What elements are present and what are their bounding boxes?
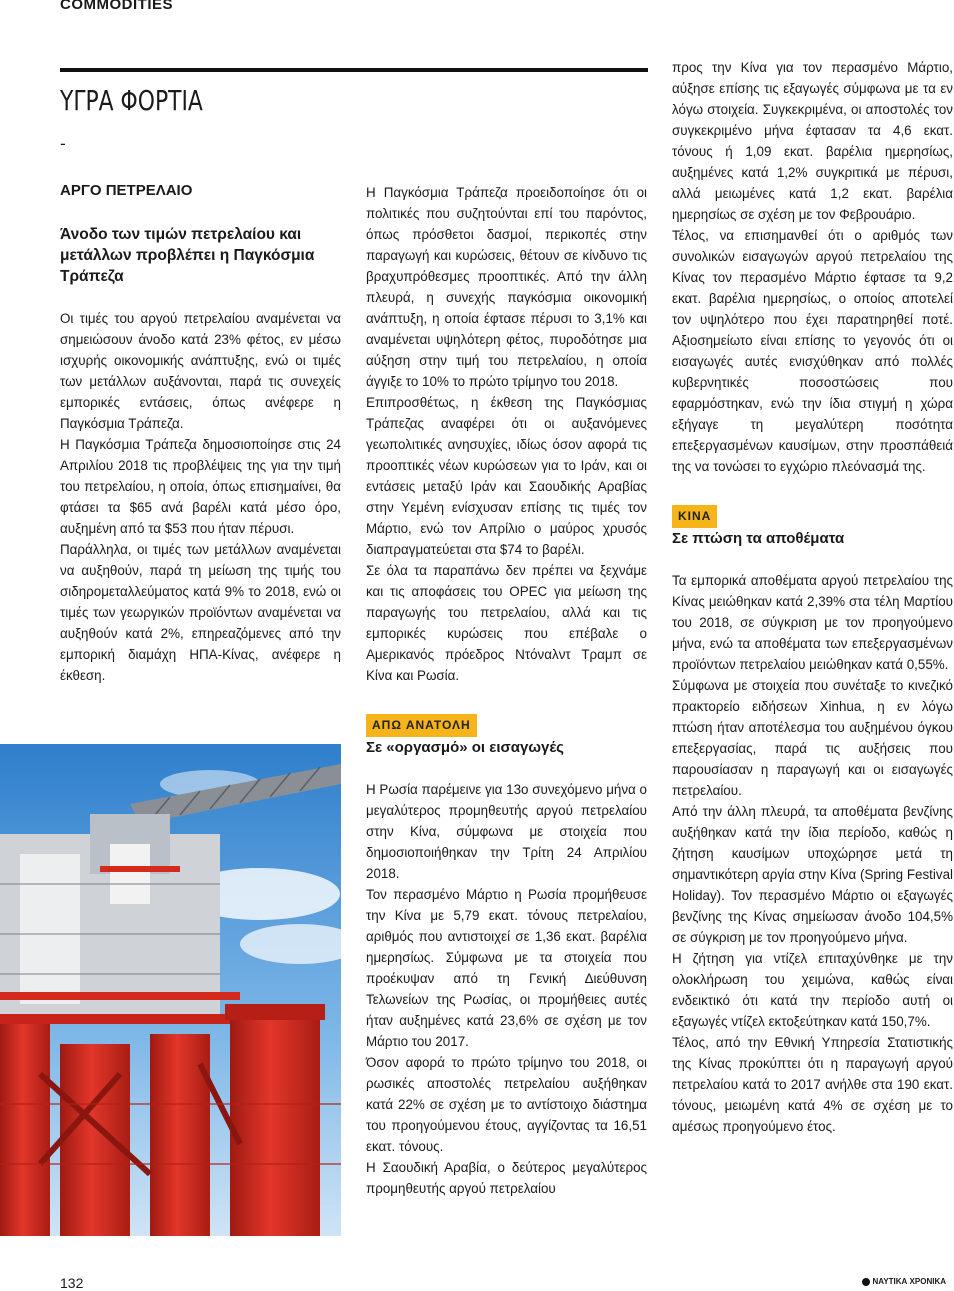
paragraph: Οι τιμές του αργού πετρελαίου αναμένεται να σημειώσουν άνοδο κατά 23% φέτος, εν μέσω ισχυρής οικονομικής ανάπτυξης, ενώ οι τιμές των μετάλλων αυξάνονται, παρά τις συνεχείς εμπορικές εντάσεις, όπως ανέφερε η Παγκόσμια Τράπεζα. [60,311,341,431]
paragraph: προς την Κίνα για τον περασμένο Μάρτιο, αύξησε επίσης τις εξαγωγές σύμφωνα με τα εν λόγω στοιχεία. Συγκεκριμένα, οι αποστολές τον συγκεκριμένο μήνα έφτασαν τα 4,6 εκατ. τόνους ή 1,09 εκατ. βαρέλια ημερησίως, αυξημένες κατά 1,2% συγκριτικά με πέρυσι, αλλά μειωμένες κατά 1,2 εκατ. βαρέλια ημερησίως σε σχέση με τον Φεβρουάριο. [672,60,953,222]
paragraph: Τα εμπορικά αποθέματα αργού πετρελαίου της Κίνας μειώθηκαν κατά 2,39% στα τέλη Μαρτίου του 2018, σε σύγκριση με τον προηγούμενο μήνα, ενώ τα αποθέματα των επεξεργασμένων προϊόντων πετρελαίου μειώθηκαν κατά 0,55%. [672,573,953,672]
region-tag: ΚΙΝΑ [672,505,717,528]
subsection-heading: ΑΡΓΟ ΠΕΤΡΕΛΑΙΟ [60,182,193,199]
paragraph: Η ζήτηση για ντίζελ επιταχύνθηκε με την ολοκλήρωση του χειμώνα, καθώς είναι ενδεικτικό ότι κατά την περίοδο αυτή οι εξαγωγές ντίζελ εκτοξεύτηκαν κατά 150,7%. [672,951,953,1029]
paragraph: Τον περασμένο Μάρτιο η Ρωσία προμήθευσε την Κίνα με 5,79 εκατ. τόνους πετρελαίου, αριθμός που αντιστοιχεί σε 1,36 εκατ. βαρέλια ημερησίως. Σύμφωνα με τα στοιχεία που προέκυψαν από τη Γενική Διεύθυνση Τελωνείων της Ρωσίας, οι προμήθειες αυτές ήταν αυξημένες κατά 23,6% σε σχέση με τον Μάρτιο του 2017. [366,887,647,1049]
column-1 [60,308,341,686]
oil-rig-illustration [0,744,341,1236]
paragraph: Παράλληλα, οι τιμές των μετάλλων αναμένεται να αυξηθούν, παρά τη μείωση της τιμής του σιδηρομεταλλεύματος κατά 9% το 2018, ενώ οι τιμές των γεωργικών προϊόντων αναμένεται να αυξηθούν κατά 2%, επηρεαζόμενες από την εμπορική διαμάχη ΗΠΑ-Κίνας, ανέφερε η έκθεση. [60,542,341,683]
top-rule [60,68,648,72]
page-title: ΥΓΡΑ ΦΟΡΤΙΑ [60,84,203,117]
paragraph: Η Παγκόσμια Τράπεζα προειδοποίησε ότι οι πολιτικές που συζητούνται επί του παρόντος, όπως πρόσθετοι δασμοί, περικοπές στην παραγωγή και κυρώσεις, θέτουν σε κίνδυνο τις βραχυπρόθεσμες προοπτικές. Από την άλλη πλευρά, η συνεχής παγκόσμια οικονομική ανάπτυξη, η οποία έφτασε πέρυσι το 3,1% και αναμένεται υψηλότερη φέτος, πυροδότησε μια αύξηση στην τιμή του πετρελαίου, η οποία άγγιξε το 10% το πρώτο τρίμηνο του 2018. [366,185,647,389]
paragraph: Επιπροσθέτως, η έκθεση της Παγκόσμιας Τράπεζας αναφέρει ότι οι αυξανόμενες γεωπολιτικές ανησυχίες, ιδίως όσον αφορά τις προοπτικές νέων κυρώσεων για το Ιράν, και οι εντάσεις μεταξύ Ιράν και Σαουδικής Αραβίας στην Υεμένη ενίσχυσαν επίσης τις τιμές τον Μάρτιο, ενώ τον Απρίλιο ο μαύρος χρυσός διαπραγματεύεται στα $74 το βαρέλι. [366,395,647,557]
box-heading: Σε πτώση τα αποθέματα [672,530,845,547]
article-headline: Άνοδο των τιμών πετρελαίου και μετάλλων προβλέπει η Παγκόσμια Τράπεζα [60,226,315,285]
section-label: COMMODITIES [60,0,173,13]
paragraph: Η Παγκόσμια Τράπεζα δημοσιοποίησε στις 24 Απριλίου 2018 τις προβλέψεις της για την τιμή του πετρελαίου, η οποία, όπως επισημαίνει, θα φτάσει τα $65 ανά βαρέλι κατά μέσο όρο, αυξημένη από τα $53 που ήταν πέρυσι. [60,437,341,536]
column-2 [366,182,647,1199]
oil-rig-photo [0,744,341,1236]
paragraph: Η Σαουδική Αραβία, ο δεύτερος μεγαλύτερος προμηθευτής αργού πετρελαίου [366,1160,647,1196]
region-tag: ΑΠΩ ΑΝΑΤΟΛΗ [366,714,477,737]
paragraph: Σύμφωνα με στοιχεία που συνέταξε το κινεζικό πρακτορείο ειδήσεων Xinhua, η εν λόγω πτώση ήταν αποτέλεσμα του αυξημένου όγκου επεξεργασίας, παρά τις αυξήσεις που παρουσίασαν η παραγωγή και οι εισαγωγές πετρελαίου. [672,678,953,798]
brand-name: ΝΑΥΤΙΚΑ ΧΡΟΝΙΚΑ [872,1277,946,1286]
paragraph: Όσον αφορά το πρώτο τρίμηνο του 2018, οι ρωσικές αποστολές πετρελαίου αυξήθηκαν κατά 22% σε σχέση με το αντίστοιχο διάστημα του προηγούμενου έτους, αγγίζοντας τα 16,51 εκατ. τόνους. [366,1055,647,1154]
paragraph: Η Ρωσία παρέμεινε για 13ο συνεχόμενο μήνα ο μεγαλύτερος προμηθευτής αργού πετρελαίου στην Κίνα, σύμφωνα με στοιχεία που δημοσιοποιήθηκαν την Τρίτη 24 Απριλίου 2018. [366,782,647,881]
box-heading: Σε «οργασμό» οι εισαγωγές [366,739,564,756]
paragraph: Από την άλλη πλευρά, τα αποθέματα βενζίνης αυξήθηκαν κατά την ίδια περίοδο, καθώς η ζήτηση καυσίμων υποχώρησε μετά τη σημαντικότερη αργία στην Κίνα (Spring Festival Holiday). Τον περασμένο Μάρτιο οι εξαγωγές βενζίνης της Κίνας σημείωσαν άνοδο 104,5% σε σύγκριση με τον προηγούμενο μήνα. [672,804,953,945]
column-3 [672,57,953,1137]
title-dash: - [60,134,66,153]
brand-logo-icon [862,1278,870,1286]
paragraph: Τέλος, από την Εθνική Υπηρεσία Στατιστικής της Κίνας προκύπτει ότι η παραγωγή αργού πετρελαίου κατά το 2017 ανήλθε στα 190 εκατ. τόνους, μειωμένη κατά 4% σε σχέση με το αμέσως προηγούμενο έτος. [672,1035,953,1134]
paragraph: Σε όλα τα παραπάνω δεν πρέπει να ξεχνάμε και τις αποφάσεις του OPEC για μείωση της παραγωγής του πετρελαίου, αλλά και τις εμπορικές κυρώσεις που επέβαλε ο Αμερικανός πρόεδρος Ντόναλντ Τραμπ σε Κίνα και Ρωσία. [366,563,647,683]
page-number: 132 [60,1275,84,1291]
paragraph: Τέλος, να επισημανθεί ότι ο αριθμός των συνολικών εισαγωγών αργού πετρελαίου της Κίνας τον περασμένο Μάρτιο έφτασε τα 9,2 εκατ. βαρέλια ημερησίως, ο οποίος αποτελεί τον υψηλότερο που έχει παρατηρηθεί ποτέ. Αξιοσημείωτο είναι επίσης το γεγονός ότι οι εισαγωγές αυτές ενισχύθηκαν από πολλές κυβερνητικές ποσοστώσεις που εφαρμόστηκαν, ενώ την ίδια στιγμή η χώρα εξήγαγε τη μεγαλύτερη ποσότητα επεξεργασμένων καυσίμων, στην προσπάθειά της να τονώσει το εγχώριο πλεόνασμά της. [672,228,953,474]
publication-brand [862,1277,947,1286]
